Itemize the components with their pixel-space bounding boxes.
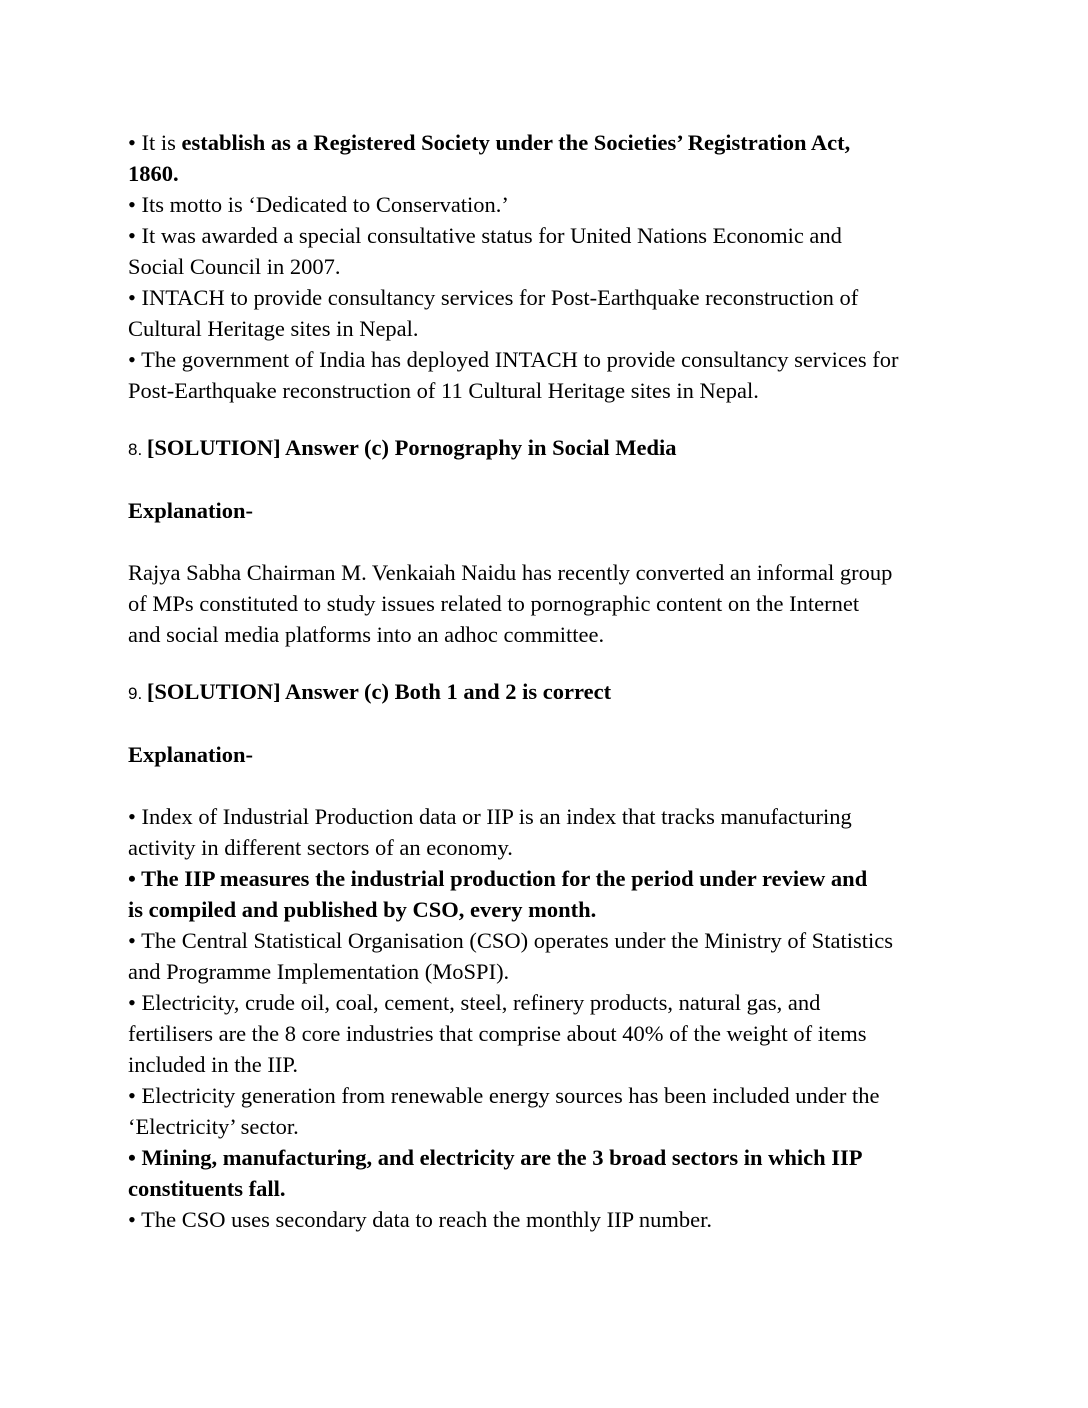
- text: activity in different sectors of an economy.: [128, 835, 513, 860]
- document-page: [128, 127, 1028, 1235]
- text: • Electricity generation from renewable energy sources has been included under the: [128, 1083, 880, 1108]
- solution-heading: [128, 676, 1028, 707]
- text: • INTACH to provide consultancy services for Post-Earthquake reconstruction of: [128, 285, 859, 310]
- text: • It was awarded a special consultative status for United Nations Economic and: [128, 223, 842, 248]
- text-line: [128, 1204, 1028, 1235]
- text-line: [128, 832, 1028, 863]
- text: of MPs constituted to study issues related to pornographic content on the Internet: [128, 591, 860, 616]
- text: • The government of India has deployed INTACH to provide consultancy services for: [128, 347, 899, 372]
- text-line: [128, 1111, 1028, 1142]
- bold-text: • The IIP measures the industrial production for the period under review and: [128, 866, 868, 891]
- paragraph: [128, 557, 1028, 650]
- bold-text: is compiled and published by CSO, every month.: [128, 897, 597, 922]
- text: • The CSO uses secondary data to reach the monthly IIP number.: [128, 1207, 713, 1232]
- explanation-heading: [128, 495, 1028, 526]
- text-line: [128, 1173, 1028, 1204]
- text: Rajya Sabha Chairman M. Venkaiah Naidu has recently converted an informal group: [128, 560, 893, 585]
- bold-text: Explanation-: [128, 742, 254, 767]
- text-line: [128, 956, 1028, 987]
- bold-text: constituents fall.: [128, 1176, 286, 1201]
- text-line: [128, 1080, 1028, 1111]
- text: • The Central Statistical Organisation (CSO) operates under the Ministry of Statistics: [128, 928, 894, 953]
- text-line: [128, 1018, 1028, 1049]
- explanation-heading: [128, 739, 1028, 770]
- text-line: [128, 894, 1028, 925]
- text-line: [128, 676, 1028, 707]
- text-line: [128, 375, 1028, 406]
- text-line: [128, 220, 1028, 251]
- bold-text: [SOLUTION] Answer (c) Both 1 and 2 is correct: [146, 679, 612, 704]
- text-line: [128, 863, 1028, 894]
- text-line: [128, 987, 1028, 1018]
- bold-text: Explanation-: [128, 498, 254, 523]
- text-line: [128, 557, 1028, 588]
- text: • Electricity, crude oil, coal, cement, steel, refinery products, natural gas, and: [128, 990, 821, 1015]
- text-line: [128, 801, 1028, 832]
- text: and Programme Implementation (MoSPI).: [128, 959, 510, 984]
- text-line: [128, 313, 1028, 344]
- text: ‘Electricity’ sector.: [128, 1114, 299, 1139]
- text: Cultural Heritage sites in Nepal.: [128, 316, 419, 341]
- text: Post-Earthquake reconstruction of 11 Cultural Heritage sites in Nepal.: [128, 378, 759, 403]
- item-number: 9.: [128, 684, 147, 703]
- bold-text: [SOLUTION] Answer (c) Pornography in Social Media: [146, 435, 677, 460]
- text: • It is: [128, 130, 182, 155]
- text: fertilisers are the 8 core industries that comprise about 40% of the weight of items: [128, 1021, 867, 1046]
- text-line: [128, 127, 1028, 158]
- text-line: [128, 282, 1028, 313]
- text: and social media platforms into an adhoc committee.: [128, 622, 605, 647]
- text: • Its motto is ‘Dedicated to Conservation.’: [128, 192, 509, 217]
- solution-heading: [128, 432, 1028, 463]
- text-line: [128, 588, 1028, 619]
- bullets: [128, 801, 1028, 1235]
- bold-text: establish as a Registered Society under the Societies’ Registration Act,: [181, 130, 851, 155]
- text: Social Council in 2007.: [128, 254, 341, 279]
- text-line: [128, 1049, 1028, 1080]
- bullets: [128, 127, 1028, 406]
- text-line: [128, 495, 1028, 526]
- text-line: [128, 619, 1028, 650]
- text-line: [128, 344, 1028, 375]
- bold-text: 1860.: [128, 161, 179, 186]
- text-line: [128, 1142, 1028, 1173]
- item-number: 8.: [128, 440, 147, 459]
- text-line: [128, 925, 1028, 956]
- text: included in the IIP.: [128, 1052, 298, 1077]
- bold-text: • Mining, manufacturing, and electricity are the 3 broad sectors in which IIP: [128, 1145, 863, 1170]
- text-line: [128, 189, 1028, 220]
- text-line: [128, 739, 1028, 770]
- text-line: [128, 251, 1028, 282]
- text: • Index of Industrial Production data or IIP is an index that tracks manufacturing: [128, 804, 852, 829]
- text-line: [128, 432, 1028, 463]
- text-line: [128, 158, 1028, 189]
